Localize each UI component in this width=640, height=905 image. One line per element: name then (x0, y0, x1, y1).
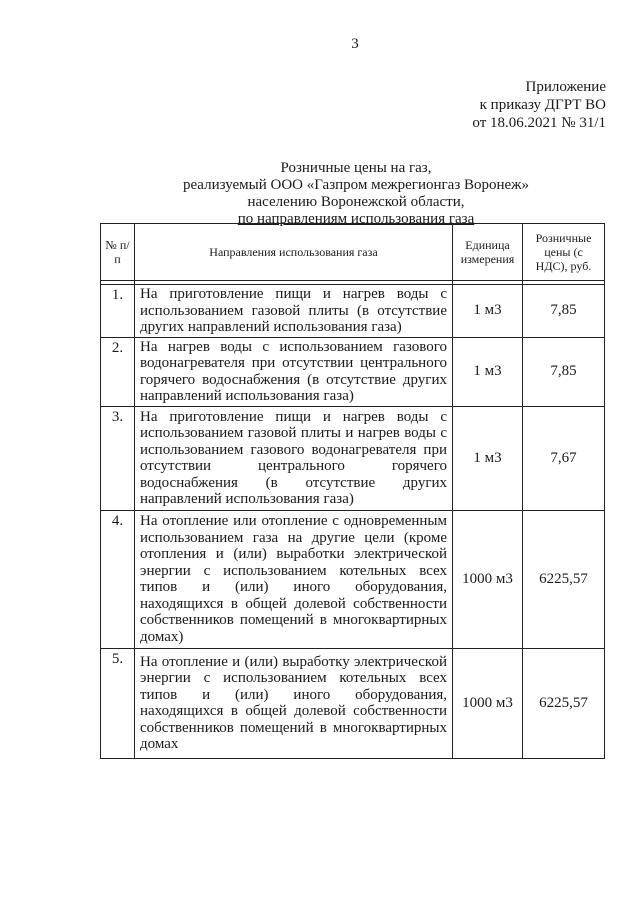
appendix-block (472, 78, 606, 132)
row-direction: На приготовление пищи и нагрев воды с использованием газовой плиты (в отсутствие других направлений использования газа) (135, 285, 453, 338)
document-title (0, 160, 640, 228)
appendix-order-ref: к приказу ДГРТ ВО (479, 97, 606, 113)
table-row (101, 648, 605, 758)
title-line-4: по направлениям использования газа (237, 211, 475, 227)
row-direction: На отопление и (или) выработку электрической энергии с использованием котельных всех типов и (или) иного оборудования, находящихся в общей долевой собственности собственников помещений в многоквартирных домах (135, 648, 453, 758)
table-row (101, 510, 605, 648)
row-direction: На нагрев воды с использованием газового водонагревателя при отсутствии центрального горячего водоснабжения (в отсутствие других направлений использования газа) (135, 337, 453, 406)
row-price: 7,85 (523, 337, 605, 406)
row-direction: На отопление или отопление с одновременным использованием газа на другие цели (кроме отопления и (или) выработки электрической энергии с использованием котельных всех типов и (или) иного оборудования, находящихся в общей долевой собственности собственников помещений в многоквартирных домах) (135, 510, 453, 648)
table-row (101, 406, 605, 510)
title-line-3: населению Воронежской области, (247, 194, 465, 210)
price-table (100, 223, 605, 759)
header-unit: Единица измерения (453, 224, 523, 281)
table-row (101, 337, 605, 406)
row-unit: 1000 м3 (453, 648, 523, 758)
title-line-1: Розничные цены на газ, (280, 160, 432, 176)
row-number: 4. (101, 510, 135, 648)
row-number: 2. (101, 337, 135, 406)
page-number: 3 (351, 36, 359, 52)
row-price: 6225,57 (523, 648, 605, 758)
row-price: 6225,57 (523, 510, 605, 648)
row-price: 7,85 (523, 285, 605, 338)
row-unit: 1 м3 (453, 406, 523, 510)
row-price: 7,67 (523, 406, 605, 510)
appendix-label: Приложение (525, 79, 606, 95)
title-line-2: реализуемый ООО «Газпром межрегионгаз Воронеж» (182, 177, 530, 193)
header-price: Розничные цены (с НДС), руб. (523, 224, 605, 281)
row-unit: 1 м3 (453, 285, 523, 338)
row-direction: На приготовление пищи и нагрев воды с использованием газовой плиты и нагрев воды с использованием газового водонагревателя при отсутствии центрального горячего водоснабжения (в отсутствие других направлений использования газа) (135, 406, 453, 510)
row-number: 3. (101, 406, 135, 510)
appendix-order-date: от 18.06.2021 № 31/1 (472, 115, 606, 131)
row-unit: 1000 м3 (453, 510, 523, 648)
table-row (101, 285, 605, 338)
table-header-row (101, 224, 605, 281)
row-number: 1. (101, 285, 135, 338)
row-number: 5. (101, 648, 135, 758)
row-unit: 1 м3 (453, 337, 523, 406)
header-direction: Направления использования газа (135, 224, 453, 281)
header-number: № п/п (101, 224, 135, 281)
